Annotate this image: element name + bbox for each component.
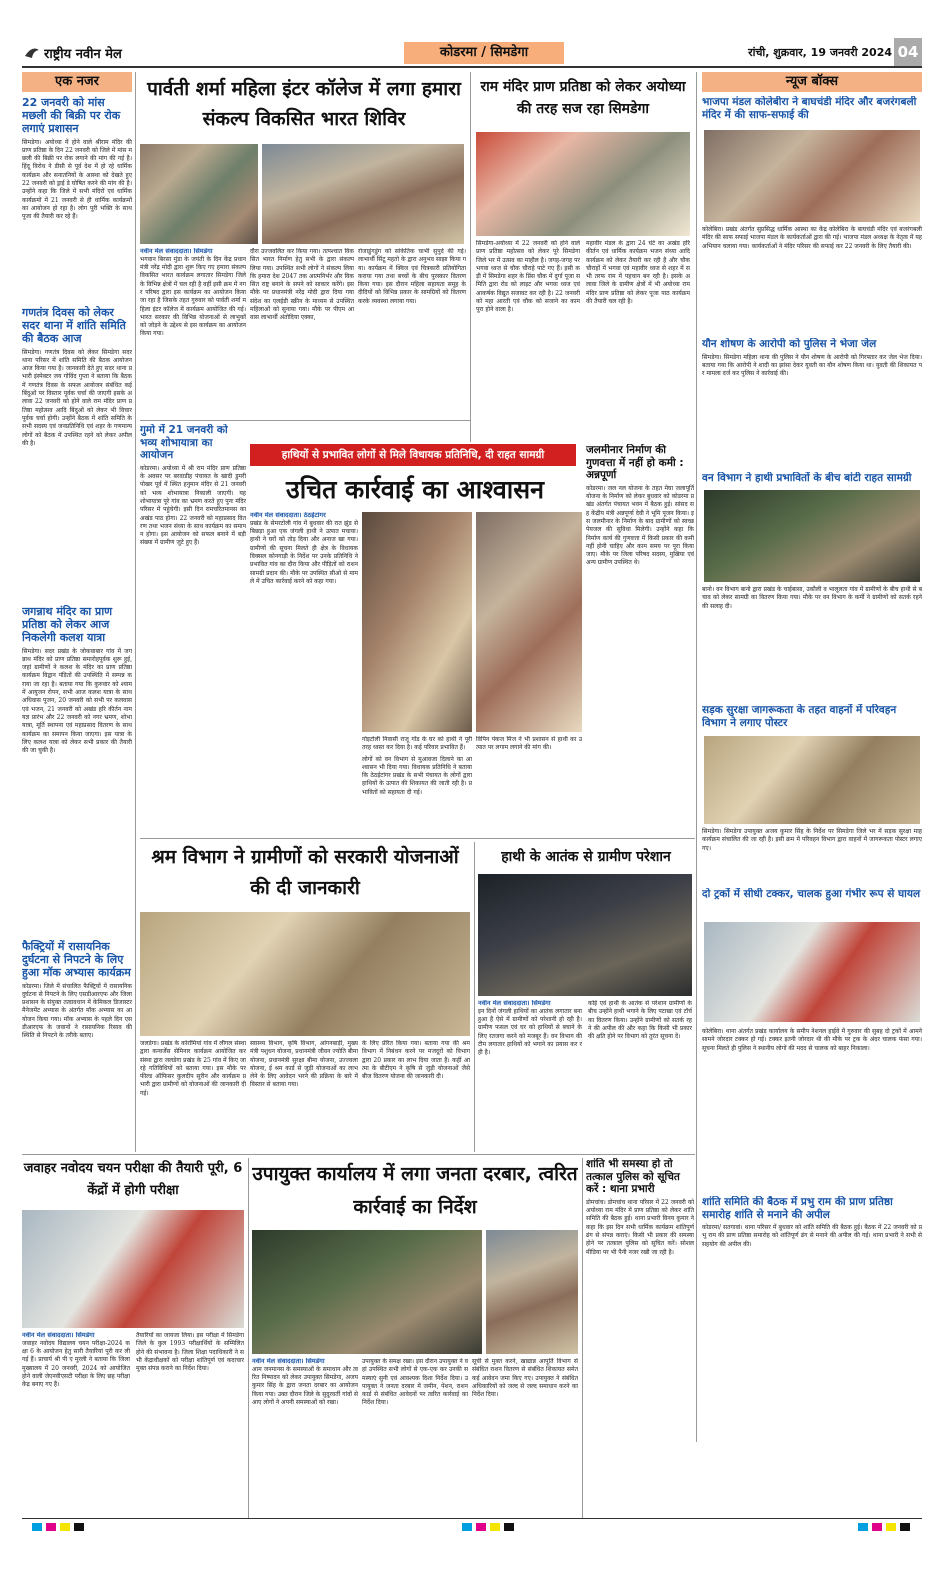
nb-headline: सड़क सुरक्षा जागरूकता के तहत वाहनों में परिवहन विभाग ने लगाए पोस्टर (702, 704, 897, 729)
column-divider (696, 72, 697, 1442)
ram-photo (476, 132, 690, 236)
shram-col1 (140, 1040, 246, 1150)
jnv-col1 (22, 1332, 130, 1512)
guma-story (140, 424, 246, 834)
haathi-col1 (478, 1000, 582, 1150)
color-swatch-magenta (46, 1523, 56, 1531)
lead-col2 (250, 248, 354, 416)
ram-headline: राम मंदिर प्राण प्रतिष्ठा को लेकर अयोध्या की तरह सज रहा सिमडेगा (480, 79, 686, 117)
haathi-body2: कोई एवं हाथी के आतंक से परेशान ग्रामीणों के बीच उन्होंने हाथी भगाने के लिए पटाखा एवं टॉर्च का वितरण किया। उन्होंने ग्रामीणों को सतर्क रहने की अपील की और कहा कि किसी भी प्रकार की क्षति होने पर विभाग को तुरंत सूचना दें। (588, 1000, 692, 1041)
ashwasan-photo-hut (362, 512, 472, 732)
shanti-thana-body: डोमचांच। डोमचांच थाना परिसर में 22 जनवरी को अयोध्या राम मंदिर में प्राण प्रतिष्ठा को लेकर शांति समिति की बैठक हुई। थाना प्रभारी विनय कुमार ने कहा कि इस दिन सभी धार्मिक कार्यक्रम शांतिपूर्ण ढंग से संपन्न कराएं। किसी भी प्रकार की समस्या होने पर तत्काल पुलिस को सूचित करें। सोशल मीडिया पर भी पैनी नजर रखी जा रही है। (586, 1198, 694, 1256)
jnv-body1: जवाहर नवोदय विद्यालय चयन परीक्षा-2024 कक्षा 6 के आयोजन हेतु सारी तैयारियां पूरी कर ली गई हैं। प्राचार्य श्री पी ए मुरली ने बताया कि जिला मुख्यालय में 20 जनवरी, 2024 को आयोजित होने वाली जेएनवीएसटी परीक्षा के लिए छह परीक्षा केंद्र बनाए गए हैं। (22, 1339, 130, 1389)
jal-story (586, 444, 694, 844)
divider (22, 1154, 695, 1155)
nb-s5-photo (704, 922, 920, 1022)
column-divider (582, 1158, 583, 1518)
color-swatch-cyan (462, 1523, 472, 1531)
left-col-s4 (22, 940, 132, 1150)
nb-s3 (702, 472, 922, 696)
nb-headline: शांति समिति की बैठक में प्रभु राम की प्राण प्रतिष्ठा समारोह शांति से मनाने की अपील (702, 1196, 893, 1221)
left-col-s2 (22, 306, 132, 596)
news-box-heading: न्यूज बॉक्स (702, 72, 922, 92)
brief-body: सिमडेगा। अयोध्या में होने वाले श्रीराम मंदिर की प्राण प्रतिष्ठा के दिन 22 जनवरी को जिले में मांस मछली की बिक्री पर रोक लगाने की मांग की गई है। हिंदू विरोध ने डीसी से पूर्व देश में हो रहे धार्मिक कार्यक्रम और सनातनियों के आस्था को देखते हुए 22 जनवरी को ड्राई डे घोषित करने की मांग की है। उन्होंने कहा कि जिले में सभी मंदिरों एवं धार्मिक कार्यक्रमों में 21 जनवरी से ही धार्मिक कार्यक्रमों का आयोजन हो रहा है। लोग पूरी भक्ति के साथ पूजा की तैयारी कर रहे हैं। (22, 138, 132, 221)
shram-col2 (250, 1040, 358, 1150)
shram-col3 (362, 1040, 470, 1150)
color-swatch-magenta (872, 1523, 882, 1531)
shram-photo (140, 912, 470, 1036)
darbar-byline: नवीन मेल संवाददाता। सिमडेगा (252, 1358, 325, 1365)
darbar-body3: सूची से मुक्त करने, खाद्यान्न आपूर्ति विभाग से संबंधित राशन वितरण से संबंधित शिकायत समेत कई आवेदन जमा किए गए। उपायुक्त ने संबंधित अधिकारियों को जल्द से जल्द समाधान करने का निर्देश दिया। (472, 1358, 578, 1399)
shram-body3: के लिए प्रेरित किया गया। बताया गया की श्रम विभाग में निबंधन करने पर मजदूरों को विभाग द्वारा 20 प्रकार का लाभ दिया जाता है। कहीं आत्मा के बीटीएम ने कृषि से जुड़ी योजनाओं जैसे बीज वितरण योजना की जानकारी दी। (362, 1040, 470, 1081)
ashwasan-cap2 (476, 736, 582, 834)
darbar-photo-right (486, 1230, 578, 1354)
color-swatch-yellow (886, 1523, 896, 1531)
page-number: 04 (894, 38, 922, 66)
nb-s3-photo (704, 490, 920, 582)
color-swatch-magenta (476, 1523, 486, 1531)
ashwasan-col1 (250, 512, 358, 832)
nb-s1-photo (704, 130, 920, 222)
column-divider (248, 1158, 249, 1518)
darbar-headline: उपायुक्त कार्यालय में लगा जनता दरबार, त्वरित कार्रवाई का निर्देश (252, 1163, 578, 1218)
nb-headline: यौन शोषण के आरोपी को पुलिस ने भेजा जेल (702, 338, 877, 350)
shram-headline: श्रम विभाग ने ग्रामीणों को सरकारी योजनाओं की दी जानकारी (151, 846, 459, 899)
nb-s5 (702, 888, 922, 1188)
nb-body: कोलेबिरा। प्रखंड अंतर्गत सुप्रसिद्ध धार्मिक आस्था का केंद्र कोलेबिरा के बाघचंडी मंदिर एवं बजरंगबली मंदिर की साफ सफाई भाजपा मंडल के कार्यकर्ताओं द्वारा की गई। भाजपा मंडल अध्यक्ष के नेतृत्व में यह अभियान चलाया गया। कार्यकर्ताओं ने मंदिर परिसर की सफाई कर 22 जनवरी के लिए तैयारी की। (702, 226, 922, 250)
ram-body1: सिमडेगा-अयोध्या में 22 जनवरी को होने वाले प्राण प्रतिष्ठा महोत्सव को लेकर पूरे सिमडेगा जिले भर में उत्सव का माहौल है। जगह-जगह पर भगवा ध्वज से चौक चौराहे पाटे गए हैं। इसी कड़ी में सिमडेगा शहर के प्रिंस चौक में दुर्गा पूजा समिति द्वारा रोड को लाइट और भगवा ध्वज एवं आकर्षक विद्युत सजावट कर रही है। 22 जनवरी को महा आरती एवं चौक को सजाने का काम पूरा होने वाला है। (476, 240, 580, 314)
jnv-col2 (136, 1332, 244, 1512)
nb-s2 (702, 338, 922, 462)
nb-headline: वन विभाग ने हाथी प्रभावितों के बीच बांटी राहत सामग्री (702, 472, 912, 484)
haathi-col2 (588, 1000, 692, 1150)
darbar-body2: उपायुक्त के समक्ष रखा। इस दौरान उपायुक्त ने वहां उपस्थित सभी लोगों से एक-एक कर उनकी समस्याएं सुनी एवं आवश्यक दिशा निर्देश दिया। उपायुक्त ने जनता दरबार में जमीन, पेंशन, राशन कार्ड से संबंधित आवेदनों पर त्वरित कार्रवाई का निर्देश दिया। (362, 1358, 468, 1407)
darbar-body1: आम जनमानस के समस्याओं के समाधान और त्वरित निष्पादन को लेकर उपायुक्त सिमडेगा, अजय कुमार सिंह के द्वारा जनता दरबार का आयोजन किया गया। उक्त दौरान जिले के सुदूरवर्ती गांवों से आए लोगों ने अपनी समस्याओं को रखा। (252, 1365, 358, 1406)
nb-body: सिमडेगा। सिमडेगा महिला थाना की पुलिस ने यौन शोषण के आरोपी को गिरफ्तार कर जेल भेज दिया। बताया गया कि आरोपी ने शादी का झांसा देकर युवती का यौन शोषण किया था। युवती की शिकायत पर मामला दर्ज कर पुलिस ने कार्रवाई की। (702, 353, 922, 378)
left-col-s3 (22, 605, 132, 935)
ram-body2: महावीर मंडल के द्वारा 24 घंटे का अखंड हरि कीर्तन एवं धार्मिक कार्यक्रम भजन संध्या आदि कार्यक्रम को लेकर तैयारी कर रही है और चौक चौराहों में भगवा एवं महावीर ध्वज से शहर में सभी तरफ राम में पहचान बन रही है। इसके अलावा जिले के ग्रामीण क्षेत्रों में भी अयोध्या राम मंदिर प्राण प्रतिष्ठा को लेकर पूजा पाठ कार्यक्रम की तैयारी चल रही है। (586, 240, 690, 306)
ram-col1 (476, 240, 580, 440)
jal-body: कोडरमा। जल नल योजना के तहत मेघा जलापूर्ति योजना के निर्माण को लेकर बुधवार को कोडरमा प्रखंड अंतर्गत पंचायत भवन में बैठक हुई। सांसद सह केंद्रीय मंत्री अन्नपूर्णा देवी ने भूमि पूजन किया। इस जलमीनार के निर्माण के बाद ग्रामीणों को स्वच्छ पेयजल की सुविधा मिलेगी। उन्होंने कहा कि निर्माण कार्य की गुणवत्ता में किसी प्रकार की कमी नहीं होनी चाहिए और काम समय पर पूरा किया जाए। मौके पर जिला परिषद सदस्य, मुखिया एवं अन्य ग्रामीण उपस्थित थे। (586, 484, 694, 567)
lead-body3: रोजाडुंगडुंग को सांकेतिक चाभी सुपुर्द की गई। लाभार्थी सिंटू महतो के द्वारा अनुभव साझा किया गया। कार्यक्रम में क्विज एवं चित्रकारी प्रतियोगिता कराया गया तथा बच्चों के बीच पुरस्कार वितरण किया गया। इस दौरान महिला सहायता समूह के दीदियों को विभिन्न प्रकार के सामग्रियों को वितरण करके व्यवस्था लगाया गया। (358, 248, 466, 305)
ashwasan-body2: लोगों को वन विभाग से मुआवजा दिलाने का आश्वासन भी दिया गया। विधायक प्रतिनिधि ने बताया कि ठेठईटांगर प्रखंड के सभी पंचायत के लोगों द्वारा हाथियों के उत्पात की शिकायत की जाती रही है। प्रभावितों को सहायता दी गई। (362, 755, 472, 796)
nb-s1 (702, 96, 922, 332)
color-swatch-black (504, 1523, 514, 1531)
jnv-photo (22, 1210, 244, 1328)
color-swatch-black (900, 1523, 910, 1531)
column-divider (135, 72, 136, 1152)
masthead (22, 38, 922, 68)
registration-color-strip (22, 1518, 922, 1532)
brief-body: सिमडेगा। सदर प्रखंड के जोकवाबार गांव में जगन्नाथ मंदिर को प्राण प्रतिष्ठा समारोहपूर्वक शुरू हुई, जहां ग्रामीणों ने कलश के मंदिर का प्राण प्रतिष्ठा कार्यक्रम विद्वान पंडितों की उपस्थिति में सम्पन्न कराया जा रहा है। बताया गया कि कुरुवार को श्याम में आयुजन रोपन, सभी आज कलश यात्रा के साथ अधिवास पूजन, 20 जनवरी को सभी पर कलवास एवं भजन, 21 जनवरी को अखंड हरि कीर्तन नाम यज्ञ प्रारंभ और 22 जनवरी को नगर भ्रमण, शोभा यात्रा, मूर्ति स्थापना एवं महाप्रसाद वितरण के साथ कार्यक्रम का समापन किया जाएगा। इस यात्रा के लिए कलश यात्रा को लेकर सभी प्रकार की तैयारी की जा चुकी है। (22, 647, 132, 755)
brief-title: गणतंत्र दिवस को लेकर सदर थाना में शांति समिति की बैठक आज (22, 306, 126, 346)
guma-headline: गुमो में 21 जनवरी को भव्य शोभायात्रा का आयोजन (140, 424, 228, 462)
lead-byline: नवीन मेल संवाददाता। सिमडेगा (140, 248, 213, 255)
lead-body2: दौरा उज्जवलित कर किया गया। तत्पश्चात विकसित भारत निर्माण हेतु सभी के द्वारा संकल्प लिया गया। उपस्थित सभी लोगों ने संकल्प लिया कि हमारा देश 2047 तक आत्मनिर्भर और विकसित राष्ट्र बनाने के सपने को साकार करेंगे। इस मौके पर प्रधानमंत्री नरेंद्र मोदी द्वारा दिया गया संदेश का एलईडी स्क्रीन के माध्यम से उपस्थित महिलाओं को सुनाया गया। मौके पर पीएम आवास लाभार्थी अंतोदिया एक्का, (250, 248, 354, 322)
lead-col3 (358, 248, 466, 416)
shram-body2: स्वास्थ्य विभाग, कृषि विभाग, आंगनबाड़ी, मुख्यमंत्री पशुधन योजना, प्रधानमंत्री जीवन ज्योति बीमा योजना, प्रधानमंत्री सुरक्षा बीमा योजना, उज्ज्वला योजना, ई श्रम कार्ड से जुड़ी योजनाओं का लाभ लेने के लिए आवेदन भरने की प्रक्रिया के बारे में विस्तार से बताया गया। (250, 1040, 358, 1089)
nb-s4 (702, 704, 922, 884)
section-tab: कोडरमा / सिमडेगा (404, 42, 564, 64)
jnv-byline: नवीन मेल संवाददाता। सिमडेगा (22, 1332, 95, 1339)
column-divider (474, 842, 475, 1152)
lead-photo-left (140, 144, 258, 244)
darbar-col1 (252, 1358, 358, 1512)
guma-body: कोडरमा। अयोध्या में श्री राम मंदिर प्राण प्रतिष्ठा के अवसर पर बरवाडीह पंचायत के खादी डुमरी पोखर पूर्व में स्थित हनुमान मंदिर से 21 जनवरी को भव्य शोभायात्रा निकाली जाएगी। यह शोभायात्रा पूरे गांव का भ्रमण करते हुए पुनः मंदिर परिसर में पहुंचेगी। इसी दिन रामचरितमानस का अखंड पाठ होगा। 22 जनवरी को महाप्रसाद वितरण तथा भजन संध्या के साथ कार्यक्रम का समापन होगा। इस आयोजन को सफल बनाने में बड़ी संख्या में ग्रामीण जुटे हुए हैं। (140, 464, 246, 547)
brief-body: सिमडेगा। गणतंत्र दिवस को लेकर सिमडेगा सदर थाना परिसर में शांति समिति की बैठक आयोजन आज किया गया है। जानकारी देते हुए सदर थाना प्रभारी इंस्पेक्टर जय गोविंद गुप्ता ने बताया कि बैठक में गणतंत्र दिवस के सफल आयोजन संबंधित कई बिंदुओं पर विस्तार पूर्वक चर्चा की जाएगी इसके अलावा 22 जनवरी को होने वाले राम मंदिर प्राण प्रतिष्ठा महोत्सव आदि बिंदुओं को लेकर भी विचार पूर्वक चर्चा होगी। उन्होंने बैठक में शांति समिति के सभी सदस्य एवं जनप्रतिनिधि एवं शहर के गणमान्य लोगों को बैठक में उपस्थित रहने को लेकर अपील की है। (22, 348, 132, 447)
brief-title: फैक्ट्रियों में रासायनिक दुर्घटना से निपटने के लिए हुआ मॉक अभ्यास कार्यक्रम (22, 940, 131, 980)
ashwasan-headline: उचित कार्रवाई का आश्वासन (286, 475, 544, 504)
brief-body: कोडरमा। जिले में संचालित फैक्ट्रियों में रासायनिक दुर्घटना से निपटने के लिए एसडीआरएफ और जिला प्रशासन के संयुक्त तत्वावधान में केमिकल डिजास्टर मैनेजमेंट अभ्यास के अंतर्गत मॉक अभ्यास का आयोजन किया गया। मॉक अभ्यास के पहले दिन एसडीआरएफ के जवानों ने रासायनिक रिसाव की स्थिति से निपटने के तरीके बताए। (22, 982, 132, 1040)
haathi-headline: हाथी के आतंक से ग्रामीण परेशान (501, 849, 671, 865)
ashwasan-caption: विपिन पंकज मिंज ने भी प्रशासन से हाथी का उत्पात पर लगाम लगाने की मांग की। (476, 736, 582, 752)
color-swatch-cyan (32, 1523, 42, 1531)
lead-body1: भगवान बिरसा मुंडा के जयंती के दिन केंद्र प्रधानमंत्री नरेंद्र मोदी द्वारा शुरू किए गए हमारा संकल्प विकसित भारत कार्यक्रम लगातार सिमडेगा जिले के विभिन्न क्षेत्रों में चल रही है वहीं इसी क्रम में नगर परिषद द्वारा इस कार्यक्रम का आयोजन किया जा रहा है जिसके तहत गुरुवार को पार्वती शर्मा महिला इंटर कॉलेज में कार्यक्रम आयोजित की गई। भारत सरकार की विभिन्न योजनाओं से लाभुकों को जोड़ने के उद्देश्य से इस कार्यक्रम का आयोजन किया गया। (140, 255, 246, 338)
nb-body: कोडरमा/ सतगावां। थाना परिसर में बुधवार को शांति समिति की बैठक हुई। बैठक में 22 जनवरी को प्रभु राम की प्राण प्रतिष्ठा समारोह को शांतिपूर्ण ढंग से मनाने की अपील की गई। थाना प्रभारी ने सभी से सहयोग की अपील की। (702, 1224, 922, 1248)
ram-col2 (586, 240, 690, 440)
haathi-byline: नवीन मेल संवाददाता। सिमडेगा (478, 1000, 551, 1007)
nb-body: बानो। वन विभाग बानो द्वारा प्रखंड के चाईबासा, उकौली व भालूलता गांव में ग्रामीणों के बीच हाथी से बचाव को लेकर सामग्री का वितरण किया गया। मौके पर वन विभाग के कर्मी ने ग्रामीणों को सतर्क रहने की सलाह दी। (702, 586, 922, 610)
nb-s6 (702, 1196, 922, 1512)
color-swatch-cyan (858, 1523, 868, 1531)
brief-title: 22 जनवरी को मांस मछली की बिक्री पर रोक लगाएं प्रशासन (22, 96, 121, 136)
lead-headline: पार्वती शर्मा महिला इंटर कॉलेज में लगा हमारा संकल्प विकसित भारत शिविर (147, 78, 461, 130)
lead-col1 (140, 248, 246, 416)
ashwasan-cap1 (362, 736, 472, 834)
divider (140, 838, 695, 839)
nb-s4-photo (704, 736, 920, 824)
paper-logo-icon (24, 44, 40, 60)
nb-headline: भाजपा मंडल कोलेबीरा ने बाघचंडी मंदिर और बजरंगबली मंदिर में की साफ-सफाई की (702, 96, 917, 121)
color-swatch-yellow (490, 1523, 500, 1531)
haathi-photo (478, 874, 692, 996)
ashwasan-photo-group (476, 512, 582, 732)
nb-headline: दो ट्रकों में सीधी टक्कर, चालक हुआ गंभीर रूप से घायल (702, 888, 921, 900)
darbar-col3 (472, 1358, 578, 1512)
jnv-headline: जवाहर नवोदय चयन परीक्षा की तैयारी पूरी, 6 केंद्रों में होगी परीक्षा (23, 1161, 243, 1198)
ashwasan-body1: प्रखंड के सेमरटोली गांव में बुधवार की रात झुंड से बिछड़ा हुआ एक जंगली हाथी ने उत्पात मचाया। हाथी ने घरों को तोड़ दिया और अनाज खा गया। ग्रामीणों की सूचना मिलते ही क्षेत्र के विधायक विक्सल कोनगाड़ी के निर्देश पर उनके प्रतिनिधि ने प्रभावित गांव का दौरा किया और पीड़ितों को राशन सामग्री प्रदान की। मौके पर उपस्थित सीओ से मामले में उचित कार्रवाई करने को कहा गया। (250, 519, 358, 585)
color-swatch-black (74, 1523, 84, 1531)
dateline: रांची, शुक्रवार, 19 जनवरी 2024 (748, 46, 892, 59)
jal-headline: जलमीनार निर्माण की गुणवत्ता में नहीं हो कमी : अन्नपूर्णा (586, 444, 684, 482)
paper-name: राष्ट्रीय नवीन मेल (44, 47, 122, 62)
nb-body: कोलेबिरा। थाना अंतर्गत प्रखंड कार्यालय के समीप नेशनल हाईवे में गुरुवार की सुबह दो ट्रकों में आमने सामने जोरदार टक्कर हो गई। टक्कर इतनी जोरदार थी की मौके पर ट्रक के अंदर चालक फंसा गया। सूचना मिलते ही पुलिस ने स्थानीय लोगों की मदद से चालक को बाहर निकाला। (702, 1028, 922, 1052)
shram-body1: जलडेगा। प्रखंड के कोरोमियां गांव में लीगल संस्था द्वारा कन्वर्जेंस सेमिनार कार्यक्रम आयोजित कर संस्था द्वारा जलडेगा प्रखंड के 25 गांव में किए जा रहे गतिविधियों को बताया गया। इस मौके पर फील्ड ऑफिसर कुलदीप सुरीन और कार्यक्रम प्रभारी द्वारा ग्रामीणों को योजनाओं की जानकारी दी गई। (140, 1040, 246, 1097)
nb-body: सिमडेगा। सिमडेगा उपायुक्त अजय कुमार सिंह के निर्देश पर सिमडेगा जिले भर में सड़क सुरक्षा माह कार्यक्रम संचालित की जा रही है। इसी क्रम में परिवहन विभाग द्वारा वाहनों में जागरूकता पोस्टर लगाए गए। (702, 828, 922, 852)
color-swatch-yellow (60, 1523, 70, 1531)
lead-photo-right (262, 144, 464, 244)
shanti-thana-story (586, 1158, 694, 1510)
shanti-thana-headline: शांति भी समस्या हो तो तत्काल पुलिस को सूचित करें : थाना प्रभारी (586, 1158, 680, 1196)
darbar-photo-left (252, 1230, 482, 1354)
brief-title: जगन्नाथ मंदिर का प्राण प्रतिष्ठा को लेकर आज निकलेगी कलश यात्रा (22, 605, 113, 645)
haathi-body1: इन दिनों जंगली हाथियों का आतंक लगातार बना हुआ है ऐसे में ग्रामीणों को परेशानी हो रही है। ग्रामीण फसल एवं घर को हाथियों से बचाने के लिए रतजगा करने को मजबूर हैं। वन विभाग की टीम लगातार हाथियों को भगाने का प्रयास कर रही है। (478, 1007, 582, 1057)
elephant-kicker: हाथियों से प्रभावित लोगों से मिले विधायक प्रतिनिधि, दी राहत सामग्री (250, 444, 576, 466)
column-divider (470, 72, 471, 442)
divider (140, 420, 470, 421)
ek-nazar-heading: एक नजर (22, 72, 132, 92)
darbar-col2 (362, 1358, 468, 1512)
jnv-body2: तैयारियों का जायजा लिया। इस परीक्षा में सिमडेगा जिले के कुल 1993 परीक्षार्थियों के सम्मिलित होने की संभावना है। जिला शिक्षा पदाधिकारी ने सभी केंद्राधीक्षकों को परीक्षा शांतिपूर्ण एवं कदाचार मुक्त संपन्न कराने का निर्देश दिया। (136, 1332, 244, 1373)
ashwasan-byline: नवीन मेल संवाददाता। ठेठईटांगर (250, 512, 326, 519)
ashwasan-caption: गोइटोली निवासी राजू गोंड के घर को हाथी ने पूरी तरह ध्वस्त कर दिया है। कई परिवार प्रभावित हैं। (362, 736, 472, 752)
